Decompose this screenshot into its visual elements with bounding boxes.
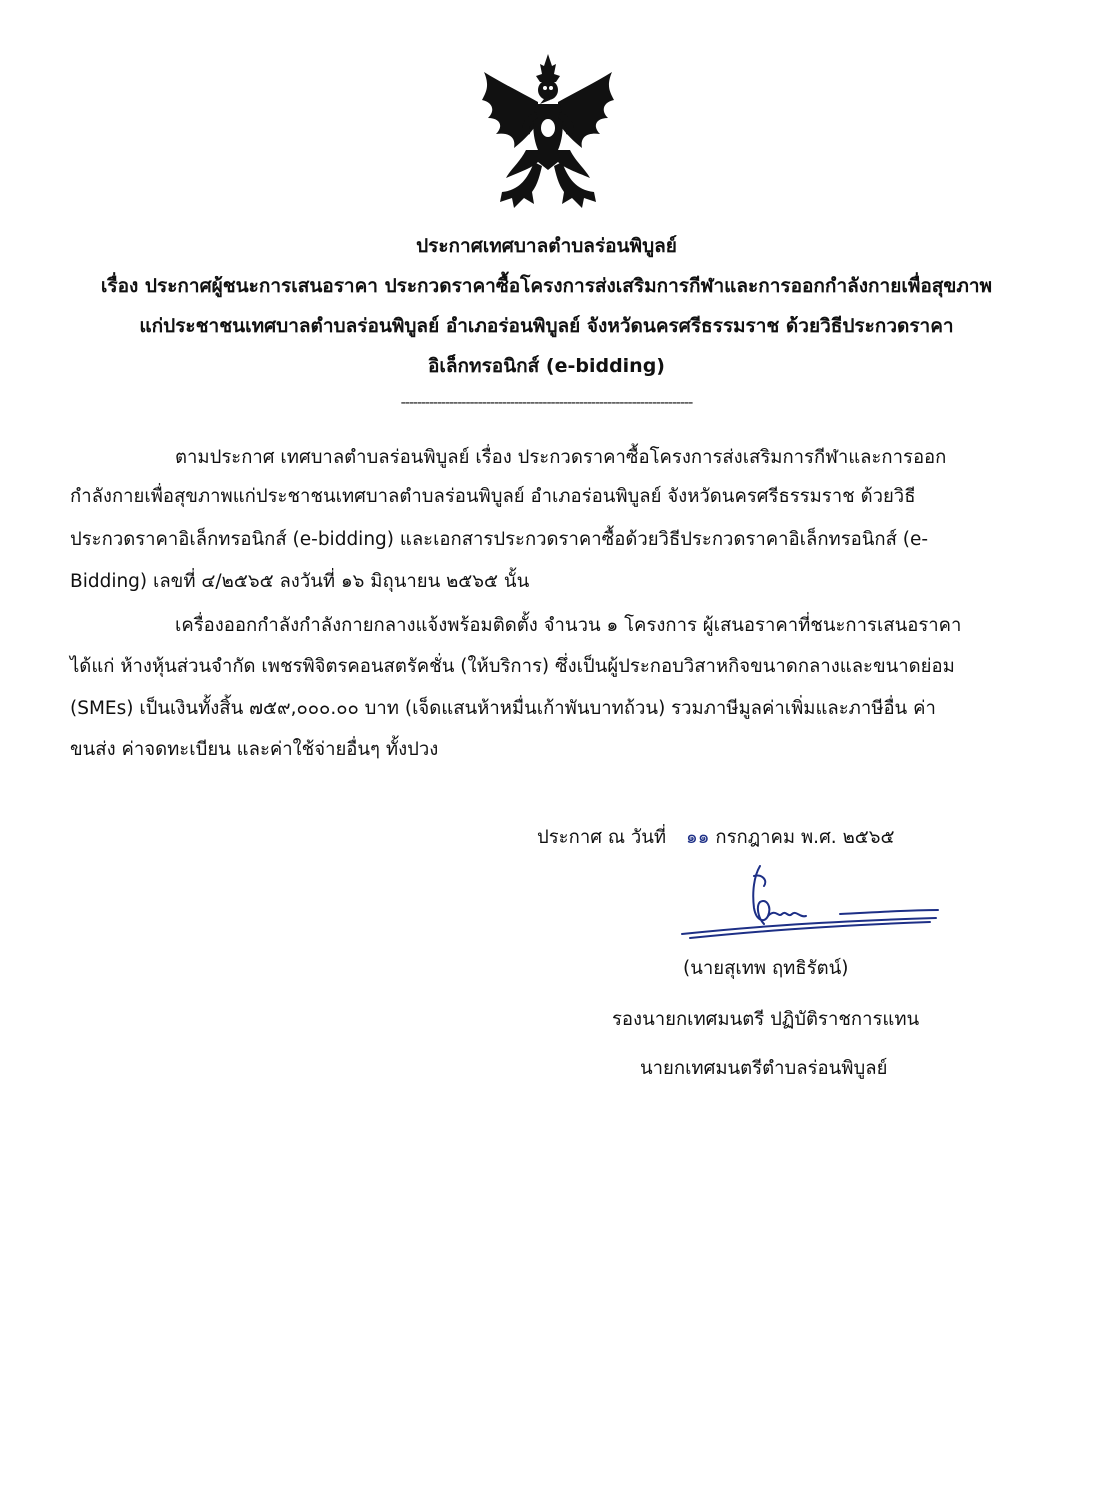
date-month-year: กรกฎาคม พ.ศ. ๒๕๖๕ — [715, 827, 895, 848]
date-prefix: ประกาศ ณ วันที่ — [537, 827, 667, 848]
garuda-emblem — [480, 52, 616, 212]
subject-line-3: อิเล็กทรอนิกส์ (e-bidding) — [428, 355, 665, 377]
body-paragraph-1-line-3: ประกวดราคาอิเล็กทรอนิกส์ (e-bidding) และเอกสารประกวดราคาซื้อด้วยวิธีประกวดราคาอิเล็กทรอนิกส์ (e- — [70, 529, 929, 550]
body-paragraph-1-line-2: กำลังกายเพื่อสุขภาพแก่ประชาชนเทศบาลตำบลร่อนพิบูลย์ อำเภอร่อนพิบูลย์ จังหวัดนครศรีธรรมราช ด้วยวิธี — [70, 486, 916, 507]
subject-line-1: เรื่อง ประกาศผู้ชนะการเสนอราคา ประกวดราคาซื้อโครงการส่งเสริมการกีฬาและการออกกำลังกายเพื่อสุขภาพ — [100, 275, 993, 297]
signer-position-2: นายกเทศมนตรีตำบลร่อนพิบูลย์ — [640, 1058, 888, 1079]
announcement-title: ประกาศเทศบาลตำบลร่อนพิบูลย์ — [416, 235, 677, 257]
handwritten-signature — [680, 862, 942, 948]
body-paragraph-1-line-4: Bidding) เลขที่ ๔/๒๕๖๕ ลงวันที่ ๑๖ มิถุนายน ๒๕๖๕ นั้น — [70, 571, 530, 592]
signer-position-1: รองนายกเทศมนตรี ปฏิบัติราชการแทน — [612, 1009, 920, 1030]
body-paragraph-2-line-1: เครื่องออกกำลังกำลังกายกลางแจ้งพร้อมติดตั้ง จำนวน ๑ โครงการ ผู้เสนอราคาที่ชนะการเสนอราคา — [175, 615, 962, 636]
separator-line: ------------------------------------------------------------------------ — [400, 395, 693, 411]
subject-line-2: แก่ประชาชนเทศบาลตำบลร่อนพิบูลย์ อำเภอร่อนพิบูลย์ จังหวัดนครศรีธรรมราช ด้วยวิธีประกวดราคา — [139, 315, 954, 337]
signer-name: (นายสุเทพ ฤทธิรัตน์) — [683, 958, 849, 979]
announcement-date — [537, 819, 895, 857]
body-paragraph-2-line-3: (SMEs) เป็นเงินทั้งสิ้น ๗๕๙,๐๐๐.๐๐ บาท (เจ็ดแสนห้าหมื่นเก้าพันบาทถ้วน) รวมภาษีมูลค่าเพิ่มและภาษีอื่น ค่า — [70, 698, 936, 719]
body-paragraph-2-line-2: ได้แก่ ห้างหุ้นส่วนจำกัด เพชรพิจิตรคอนสตรัคชั่น (ให้บริการ) ซึ่งเป็นผู้ประกอบวิสาหกิจขนาดกลางและขนาดย่อม — [70, 656, 955, 677]
body-paragraph-1-line-1: ตามประกาศ เทศบาลตำบลร่อนพิบูลย์ เรื่อง ประกวดราคาซื้อโครงการส่งเสริมการกีฬาและการออก — [175, 447, 947, 468]
date-day: ๑๑ — [686, 827, 710, 848]
body-paragraph-2-line-4: ขนส่ง ค่าจดทะเบียน และค่าใช้จ่ายอื่นๆ ทั้งปวง — [70, 739, 439, 760]
